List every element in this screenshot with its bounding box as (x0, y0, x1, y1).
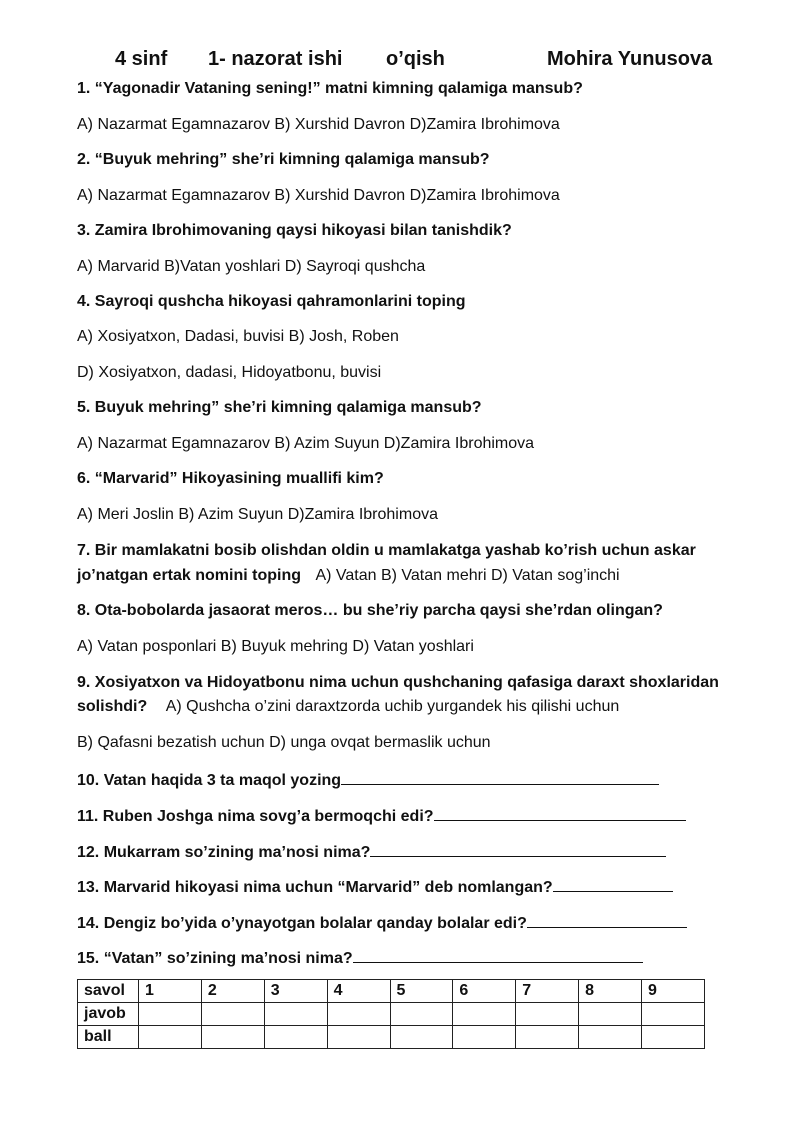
question-2: 2. “Buyuk mehring” she’ri kimning qalamiga mansub? (77, 151, 490, 168)
score-cell[interactable] (139, 1026, 202, 1049)
score-cell[interactable] (642, 1026, 705, 1049)
question-15-text: 15. “Vatan” so’zining ma’nosi nima? (77, 950, 353, 967)
question-6: 6. “Marvarid” Hikoyasining muallifi kim? (77, 470, 384, 487)
question-number-cell: 9 (642, 980, 705, 1003)
answer-cell[interactable] (327, 1003, 390, 1026)
answer-options-4: A) Xosiyatxon, Dadasi, buvisi B) Josh, Roben (77, 328, 399, 345)
table-row-ball (78, 1026, 705, 1049)
row-label-ball: ball (78, 1026, 139, 1049)
score-cell[interactable] (327, 1026, 390, 1049)
answer-cell[interactable] (453, 1003, 516, 1026)
author-name: Mohira Yunusova (547, 48, 713, 70)
question-number-cell: 3 (264, 980, 327, 1003)
question-7-text2: jo’natgan ertak nomini toping (77, 567, 301, 584)
question-number-cell: 6 (453, 980, 516, 1003)
answer-options-4b: D) Xosiyatxon, dadasi, Hidoyatbonu, buvisi (77, 364, 382, 381)
row-label-javob: javob (78, 1003, 139, 1026)
table-row-savol (78, 980, 705, 1003)
grade-label: 4 sinf (115, 48, 168, 70)
question-5: 5. Buyuk mehring” she’ri kimning qalamiga mansub? (77, 399, 482, 416)
answer-options-3: A) Marvarid B)Vatan yoshlari D) Sayroqi qushcha (77, 258, 426, 275)
answer-options-8: A) Vatan posponlari B) Buyuk mehring D) Vatan yoshlari (77, 638, 474, 655)
question-13 (77, 875, 757, 898)
question-number-cell: 5 (390, 980, 453, 1003)
question-15 (77, 946, 757, 969)
answer-options-9: B) Qafasni bezatish uchun D) unga ovqat bermaslik uchun (77, 734, 491, 751)
question-4: 4. Sayroqi qushcha hikoyasi qahramonlarini toping (77, 293, 466, 310)
question-14 (77, 911, 757, 934)
score-cell[interactable] (579, 1026, 642, 1049)
question-10-text: 10. Vatan haqida 3 ta maqol yozing (77, 772, 342, 789)
question-9: 9. Xosiyatxon va Hidoyatbonu nima uchun qushchaning qafasiga daraxt shoxlaridan (77, 674, 719, 691)
question-3: 3. Zamira Ibrohimovaning qaysi hikoyasi bilan tanishdik? (77, 222, 512, 239)
answer-options-5: A) Nazarmat Egamnazarov B) Azim Suyun D)Zamira Ibrohimova (77, 435, 535, 452)
question-14-text: 14. Dengiz bo’yida o’ynayotgan bolalar qanday bolalar edi? (77, 915, 527, 932)
question-1: 1. “Yagonadir Vataning sening!” matni kimning qalamiga mansub? (77, 80, 583, 97)
question-number-cell: 1 (139, 980, 202, 1003)
answer-options-2: A) Nazarmat Egamnazarov B) Xurshid Davron D)Zamira Ibrohimova (77, 187, 560, 204)
question-13-text: 13. Marvarid hikoyasi nima uchun “Marvarid” deb nomlangan? (77, 879, 553, 896)
question-9-line2 (77, 697, 757, 717)
answer-options-1: A) Nazarmat Egamnazarov B) Xurshid Davron D)Zamira Ibrohimova (77, 116, 560, 133)
answer-option-9a: A) Qushcha o’zini daraxtzorda uchib yurgandek his qilishi uchun (165, 698, 620, 715)
answer-blank-13[interactable] (553, 875, 673, 892)
question-8: 8. Ota-bobolarda jasaorat meros… bu she’riy parcha qaysi she’rdan olingan? (77, 602, 663, 619)
question-11 (77, 804, 757, 827)
question-11-text: 11. Ruben Joshga nima sovg’a bermoqchi edi? (77, 808, 434, 825)
question-7-line2 (77, 566, 757, 586)
question-number-cell: 7 (516, 980, 579, 1003)
question-12 (77, 840, 757, 863)
answer-table (77, 979, 705, 1049)
question-9-text2: solishdi? (77, 698, 148, 715)
question-12-text: 12. Mukarram so’zining ma’nosi nima? (77, 844, 371, 861)
score-cell[interactable] (516, 1026, 579, 1049)
score-cell[interactable] (201, 1026, 264, 1049)
question-7: 7. Bir mamlakatni bosib olishdan oldin u mamlakatga yashab ko’rish uchun askar (77, 542, 696, 559)
question-10 (77, 768, 757, 791)
answer-cell[interactable] (516, 1003, 579, 1026)
answer-blank-10[interactable] (341, 768, 659, 785)
answer-options-6: A) Meri Joslin B) Azim Suyun D)Zamira Ibrohimova (77, 506, 438, 523)
question-number-cell: 8 (579, 980, 642, 1003)
answer-cell[interactable] (201, 1003, 264, 1026)
answer-blank-11[interactable] (434, 804, 686, 821)
answer-options-7: A) Vatan B) Vatan mehri D) Vatan sog’inchi (315, 567, 620, 584)
question-number-cell: 4 (327, 980, 390, 1003)
answer-blank-15[interactable] (353, 946, 643, 963)
answer-cell[interactable] (390, 1003, 453, 1026)
row-label-savol: savol (78, 980, 139, 1003)
score-cell[interactable] (264, 1026, 327, 1049)
worksheet-header (0, 48, 800, 78)
answer-cell[interactable] (139, 1003, 202, 1026)
subject-label: o’qish (386, 48, 445, 70)
question-number-cell: 2 (201, 980, 264, 1003)
test-title: 1- nazorat ishi (208, 48, 343, 70)
answer-blank-14[interactable] (527, 911, 687, 928)
score-cell[interactable] (390, 1026, 453, 1049)
answer-blank-12[interactable] (370, 840, 666, 857)
answer-cell[interactable] (264, 1003, 327, 1026)
table-row-javob (78, 1003, 705, 1026)
answer-cell[interactable] (642, 1003, 705, 1026)
score-cell[interactable] (453, 1026, 516, 1049)
answer-cell[interactable] (579, 1003, 642, 1026)
